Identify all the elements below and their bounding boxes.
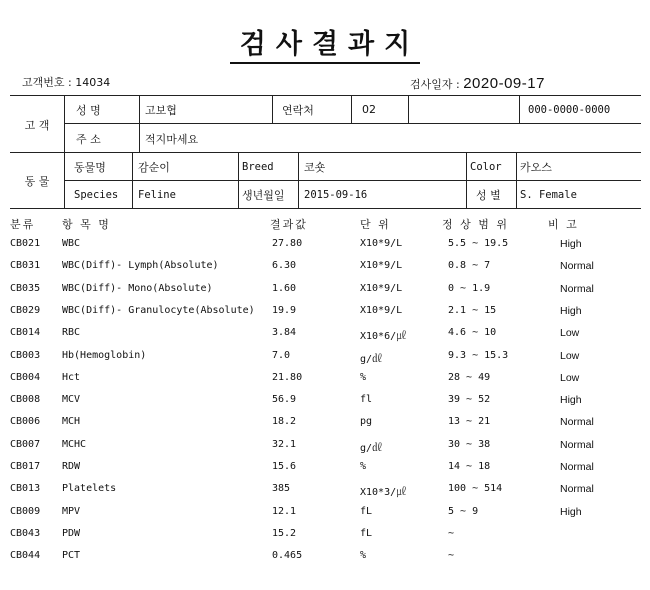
contact-prefix: 02 — [362, 103, 376, 116]
color-label: Color — [470, 160, 502, 173]
result-value: 18.2 — [272, 416, 297, 428]
result-flag: Normal — [560, 260, 594, 273]
contact-number: 000-0000-0000 — [528, 103, 611, 116]
result-range: 4.6 ~ 10 — [448, 327, 497, 339]
col-name: 항 목 명 — [62, 218, 111, 231]
result-value: 1.60 — [272, 282, 297, 294]
result-row — [0, 238, 650, 256]
customer-number-value: 14034 — [75, 76, 111, 89]
result-row — [0, 394, 650, 412]
result-row — [0, 327, 650, 345]
sex-label: 성 별 — [476, 188, 501, 202]
result-code: CB021 — [10, 238, 41, 249]
result-flag: High — [560, 394, 582, 407]
customer-number — [22, 74, 110, 90]
result-name: Platelets — [62, 483, 117, 495]
result-code: CB029 — [10, 304, 41, 316]
result-row — [0, 372, 650, 390]
exam-date-label: 검사일자 : — [410, 78, 460, 91]
result-row — [0, 439, 650, 457]
birth-label: 생년월일 — [242, 188, 285, 202]
result-unit: fL — [360, 527, 373, 539]
species-label: Species — [74, 188, 119, 201]
result-code: CB004 — [10, 371, 41, 383]
result-row — [0, 506, 650, 524]
result-unit: X10*9/L — [360, 238, 403, 249]
animal-name: 감순이 — [138, 160, 170, 174]
result-row — [0, 305, 650, 323]
breed-label: Breed — [242, 160, 274, 173]
customer-section-label: 고 객 — [24, 118, 50, 132]
result-flag: Normal — [560, 438, 594, 451]
result-name: PCT — [62, 550, 81, 562]
result-name: WBC — [62, 238, 81, 249]
result-value: 3.84 — [272, 327, 297, 339]
result-flag: Normal — [560, 483, 594, 496]
result-name: RBC — [62, 327, 81, 339]
result-name: WBC(Diff)- Granulocyte(Absolute) — [62, 304, 255, 316]
result-row — [0, 461, 650, 479]
result-name: MCH — [62, 416, 81, 428]
result-code: CB014 — [10, 327, 41, 339]
result-name: MCV — [62, 394, 81, 406]
result-code: CB006 — [10, 416, 41, 428]
result-unit: % — [360, 550, 367, 562]
result-row — [0, 528, 650, 546]
result-unit: fl — [360, 394, 373, 406]
result-code: CB035 — [10, 282, 41, 294]
result-flag: High — [560, 238, 582, 250]
result-row — [0, 260, 650, 278]
result-value: 15.2 — [272, 527, 297, 539]
result-code: CB044 — [10, 550, 41, 562]
result-code: CB043 — [10, 527, 41, 539]
result-value: 12.1 — [272, 505, 297, 517]
result-unit: X10*9/L — [360, 260, 403, 272]
result-code: CB009 — [10, 505, 41, 517]
result-range: 2.1 ~ 15 — [448, 304, 497, 316]
result-name: Hct — [62, 371, 81, 383]
sex-value: S. Female — [520, 188, 577, 201]
result-name: RDW — [62, 461, 81, 472]
breed-value: 코숏 — [304, 160, 326, 174]
result-value: 56.9 — [272, 394, 297, 406]
result-range: 5.5 ~ 19.5 — [448, 238, 509, 249]
name-label: 성 명 — [76, 103, 101, 117]
result-range: ~ — [448, 550, 455, 562]
result-flag: Normal — [560, 416, 594, 429]
result-value: 0.465 — [272, 550, 303, 562]
result-value: 385 — [272, 483, 291, 495]
color-value: 카오스 — [520, 160, 552, 174]
result-unit: g/㎗ — [360, 353, 383, 365]
col-value: 결과값 — [270, 218, 308, 231]
result-unit: pg — [360, 416, 373, 428]
result-range: 0.8 ~ 7 — [448, 260, 491, 272]
exam-date — [410, 75, 545, 92]
result-unit: % — [360, 461, 367, 472]
result-unit: X10*3/㎕ — [360, 487, 407, 499]
result-flag: Normal — [560, 282, 594, 295]
animal-section — [10, 153, 641, 208]
result-unit: X10*6/㎕ — [360, 331, 407, 343]
result-unit: g/㎗ — [360, 442, 383, 454]
result-value: 7.0 — [272, 349, 291, 361]
result-name: MPV — [62, 505, 81, 517]
result-flag: Normal — [560, 461, 594, 473]
result-value: 6.30 — [272, 260, 297, 272]
result-range: 5 ~ 9 — [448, 505, 479, 517]
result-flag: Low — [560, 349, 580, 362]
result-name: WBC(Diff)- Mono(Absolute) — [62, 282, 213, 294]
customer-name: 고보협 — [145, 103, 177, 117]
result-value: 15.6 — [272, 461, 297, 472]
result-range: 13 ~ 21 — [448, 416, 491, 428]
result-row — [0, 483, 650, 501]
result-code: CB008 — [10, 394, 41, 406]
result-range: 14 ~ 18 — [448, 461, 491, 472]
contact-label: 연락처 — [282, 103, 314, 117]
result-name: PDW — [62, 527, 81, 539]
result-unit: X10*9/L — [360, 304, 403, 316]
result-name: WBC(Diff)- Lymph(Absolute) — [62, 260, 219, 272]
result-range: 9.3 ~ 15.3 — [448, 349, 509, 361]
result-unit: fL — [360, 505, 373, 517]
result-code: CB031 — [10, 260, 41, 272]
result-unit: % — [360, 371, 367, 383]
result-range: 28 ~ 49 — [448, 371, 491, 383]
result-range: 0 ~ 1.9 — [448, 282, 491, 294]
result-value: 21.80 — [272, 371, 303, 383]
col-range: 정 상 범 위 — [442, 218, 509, 231]
result-flag: Low — [560, 327, 580, 340]
customer-number-label: 고객번호 : — [22, 76, 72, 89]
result-row — [0, 416, 650, 434]
result-range: ~ — [448, 527, 455, 539]
result-range: 30 ~ 38 — [448, 438, 491, 450]
animal-name-label: 동물명 — [74, 160, 106, 174]
exam-date-value: 2020-09-17 — [463, 75, 545, 92]
result-row — [0, 350, 650, 368]
result-flag: High — [560, 505, 582, 518]
result-flag: High — [560, 304, 582, 317]
result-row — [0, 283, 650, 301]
customer-section — [10, 96, 641, 153]
report-title: 검사결과지 — [0, 22, 650, 61]
result-value: 27.80 — [272, 238, 303, 249]
result-flag: Low — [560, 371, 580, 384]
result-row — [0, 550, 650, 568]
col-code: 분류 — [10, 218, 36, 231]
col-note: 비 고 — [548, 218, 579, 231]
result-name: Hb(Hemoglobin) — [62, 349, 147, 361]
species-value: Feline — [138, 188, 176, 201]
customer-address: 적지마세요 — [145, 132, 199, 146]
result-range: 100 ~ 514 — [448, 483, 503, 495]
birth-value: 2015-09-16 — [304, 188, 368, 201]
result-code: CB017 — [10, 461, 41, 472]
result-unit: X10*9/L — [360, 282, 403, 294]
result-code: CB007 — [10, 438, 41, 450]
result-name: MCHC — [62, 438, 87, 450]
result-value: 32.1 — [272, 438, 297, 450]
animal-section-label: 동 물 — [24, 174, 50, 188]
col-unit: 단 위 — [360, 218, 391, 231]
patient-info-table — [10, 95, 641, 209]
address-label: 주 소 — [76, 132, 101, 146]
result-value: 19.9 — [272, 304, 297, 316]
result-code: CB013 — [10, 483, 41, 495]
result-code: CB003 — [10, 349, 41, 361]
result-range: 39 ~ 52 — [448, 394, 491, 406]
